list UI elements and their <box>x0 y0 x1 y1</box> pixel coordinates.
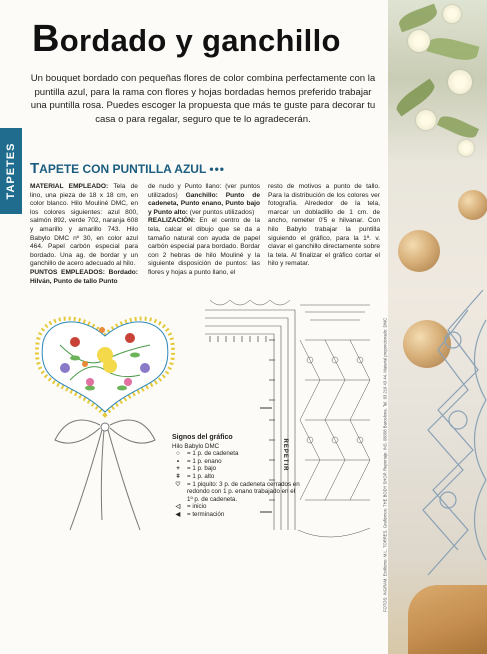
instructions-column-1: MATERIAL EMPLEADO: Tela de lino, una pieza de 18 x 18 cm, en color blanco. Hilo Mouliné DMC, en los colores siguientes: azul 800, salmón 892, verde 702, naranja 608 y amarillo y amarillo 743. Hilo Babylo DMC nº 30, en color azul 464. Papel carbón especial para bordado. Una ag. de bordar y un ganchillo de acero adecuado al hilo. PUNTOS EMPLEADOS: Bordado: Hilván, Punto de tallo Punto <box>30 183 138 285</box>
instructions-column-2: de nudo y Punto llano: (ver puntos utilizados) Ganchillo: Punto de cadeneta, Punto enano, Punto bajo y Punto alto: (ver puntos utilizados) REALIZACIÓN: En el centro de la tela, calcar el dibujo que se da a tamaño natural con ayuda de papel carbón especial para bordado. Bordar con 2 hebras de hilo Mouliné y la siguiente disposición de puntos: las flores y hojas a punto llano, el <box>148 183 260 276</box>
doily-illustration <box>30 300 180 600</box>
legend-row: • = 1 p. enano <box>172 458 302 466</box>
page-title: Bordado y ganchillo <box>32 18 341 60</box>
double-crochet-icon: ǂ <box>176 472 180 480</box>
legend-row: ǂ = 1 p. alto <box>172 473 302 481</box>
legend-row: ◀ = terminación <box>172 511 302 519</box>
repeat-marker: REPETIR <box>282 438 288 472</box>
photo-credit: FOTOS: INGRAM. Estilismo: M.L. TORRES. Grafismos: THE BODY SHOP. Reportaje: INS. 08008 Barcelona. Tel. 93 219 43 44. Material proporcionado: DMC <box>382 317 388 613</box>
decor-photo <box>388 0 487 654</box>
chart-legend <box>172 434 302 519</box>
legend-row: ♡ = 1 piquito: 3 p. de cadeneta cerrados en redondo con 1 p. enano trabajado en el 1º p. de cadeneta. <box>172 481 302 504</box>
legend-row: ○ = 1 p. de cadeneta <box>172 450 302 458</box>
picot-icon: ♡ <box>175 480 181 488</box>
single-crochet-icon: + <box>176 465 180 473</box>
legend-title: Signos del gráfico <box>172 434 233 441</box>
instructions-column-3: resto de motivos a punto de tallo. Para la distribución de los colores ver fotografía. Alrededor de la tela, marcar un dobladillo de 1 cm. de ancho, remeter 0'5 e hilvanar. Con hilo Babylo trabajar la puntilla siguiendo el gráfico, para la 1ª. v. clavar el ganchillo directamente sobre la tela. Al finalizar el gráfico cortar el hilo y rematar. <box>268 183 380 268</box>
slip-stitch-icon: • <box>176 457 180 465</box>
section-heading: TAPETE CON PUNTILLA AZUL ••• <box>30 160 226 177</box>
section-tab-label: TAPETES <box>5 142 17 200</box>
section-tab <box>0 128 22 214</box>
end-arrow-icon: ◀ <box>175 510 181 518</box>
lace-photo <box>408 290 487 580</box>
chain-stitch-icon: ○ <box>176 450 180 458</box>
legend-row: ◁ = inicio <box>172 503 302 511</box>
start-arrow-icon: ◁ <box>175 503 181 511</box>
legend-subtitle: Hilo Babylo DMC <box>172 442 220 450</box>
legend-row: + = 1 p. bajo <box>172 465 302 473</box>
intro-paragraph: Un bouquet bordado con pequeñas flores de color combina perfectamente con la puntilla azul, para la rama con flores y hojas bordadas hemos preferido trabajar una puntilla rosa. Puedes escoger la propuesta que más te guste para decorar tu casa o para regalar, seguro que te lo agradecerán. <box>30 73 376 125</box>
